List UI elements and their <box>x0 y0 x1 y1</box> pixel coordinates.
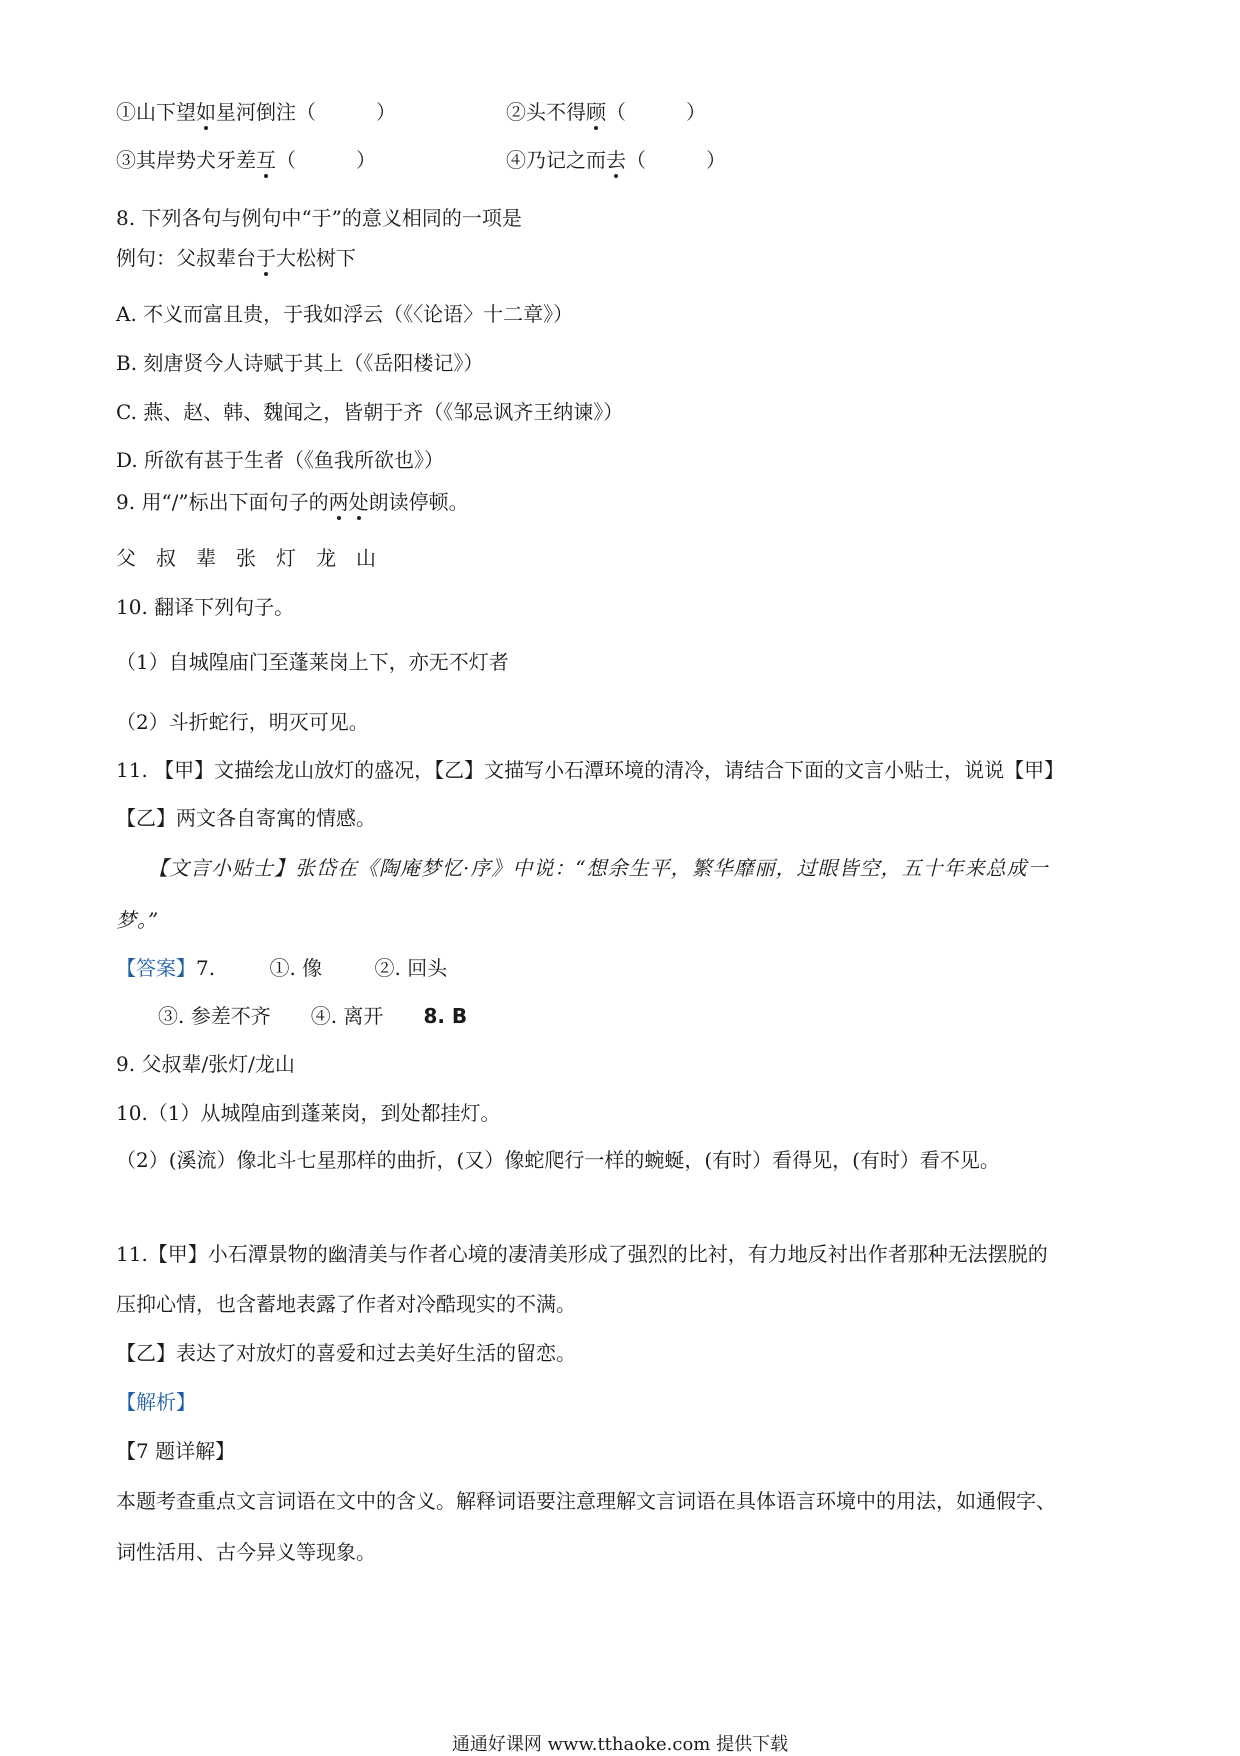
q8-stem: 8. 下列各句与例句中“于”的意义相同的一项是 <box>116 206 522 230</box>
analysis-paragraph-1: 本题考查重点文言词语在文中的含义。解释词语要注意理解文言词语在具体语言环境中的用法，如通假字、 <box>116 1489 1056 1513</box>
answer-11-1: 11.【甲】小石潭景物的幽清美与作者心境的凄清美形成了强烈的比衬，有力地反衬出作者那种无法摆脱的 <box>116 1242 1048 1266</box>
q8-option-c: C. 燕、赵、韩、魏闻之，皆朝于齐（《邹忌讽齐王纳谏》） <box>116 400 624 424</box>
answer-label: 【答案】 <box>116 956 196 980</box>
analysis-subheading: 【7 题详解】 <box>116 1439 236 1463</box>
answer-10-1: 10.（1）从城隍庙到蓬莱岗，到处都挂灯。 <box>116 1101 501 1125</box>
answer-11-3: 【乙】表达了对放灯的喜爱和过去美好生活的留恋。 <box>116 1341 576 1365</box>
q11-line-1: 11. 【甲】文描绘龙山放灯的盛况，【乙】文描写小石潭环境的清冷，请结合下面的文言小贴士，说说【甲】 <box>116 758 1065 782</box>
q8-option-b: B. 刻唐贤今人诗赋于其上（《岳阳楼记》） <box>116 351 484 375</box>
analysis-label: 【解析】 <box>116 1390 196 1414</box>
q9-sentence: 父 叔 辈 张 灯 龙 山 <box>116 546 376 570</box>
answer-10-2: （2）(溪流）像北斗七星那样的曲折，(又）像蛇爬行一样的蜿蜒，(有时）看得见，(有时）看不见。 <box>116 1148 1000 1172</box>
analysis-paragraph-2: 词性活用、古今异义等现象。 <box>116 1540 376 1564</box>
q9-stem: 9. 用“/”标出下面句子的两处朗读停顿。 <box>116 490 469 514</box>
q11-line-2: 【乙】两文各自寄寓的情感。 <box>116 806 376 830</box>
q8-option-a: A. 不义而富且贵，于我如浮云（《〈论语〉十二章》） <box>116 302 574 326</box>
q11-tip-line-1: 【文言小贴士】张岱在《陶庵梦忆·序》中说：“想余生平，繁华靡丽，过眼皆空，五十年来总成一 <box>148 856 1049 880</box>
q8-example: 例句：父叔辈台于大松树下 <box>116 246 356 270</box>
answer-row-2: ③. 参差不齐 ④. 离开 8. B <box>158 1004 468 1028</box>
q10-sentence-2: （2）斗折蛇行，明灭可见。 <box>116 710 369 734</box>
answer-9: 9. 父叔辈/张灯/龙山 <box>116 1052 295 1076</box>
q7-item-2: ②头不得顾（ ） <box>506 100 706 124</box>
q8-option-d: D. 所欲有甚于生者（《鱼我所欲也》） <box>116 448 445 472</box>
q7-item-1: ①山下望如星河倒注（ ） <box>116 100 396 124</box>
q7-item-3: ③其岸势犬牙差互（ ） <box>116 148 376 172</box>
q7-item-4: ④乃记之而去（ ） <box>506 148 726 172</box>
q10-stem: 10. 翻译下列句子。 <box>116 595 295 619</box>
page-footer: 通通好课网 www.tthaoke.com 提供下载 <box>451 1734 789 1755</box>
answer-row-1: 【答案】7. ①. 像 ②. 回头 <box>116 956 448 980</box>
q10-sentence-1: （1）自城隍庙门至蓬莱岗上下，亦无不灯者 <box>116 650 509 674</box>
q11-tip-line-2: 梦。” <box>116 908 160 932</box>
answer-11-2: 压抑心情，也含蓄地表露了作者对冷酷现实的不满。 <box>116 1292 576 1316</box>
